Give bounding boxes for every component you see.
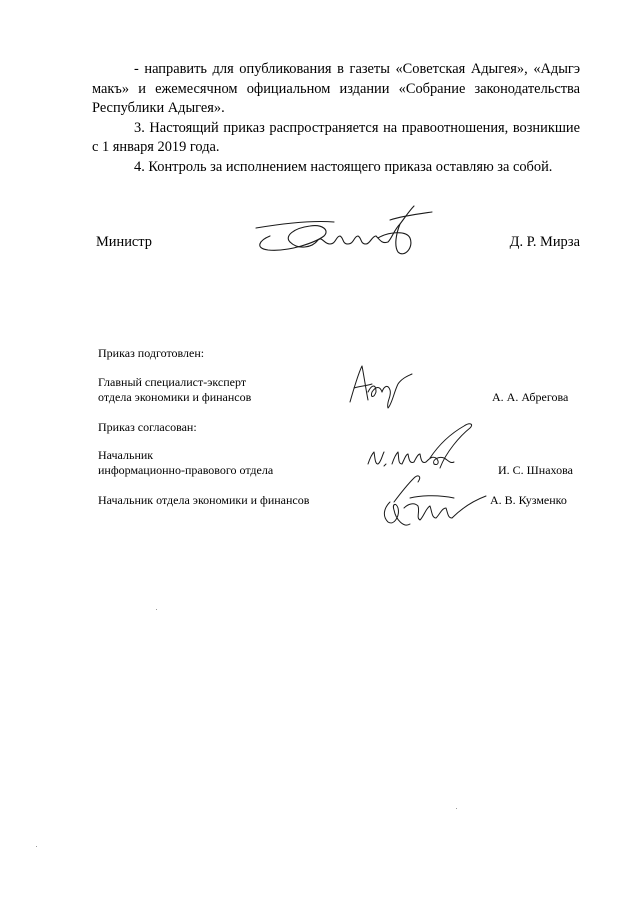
- scan-speck: [456, 808, 457, 809]
- head-legal-name: И. С. Шнахова: [498, 463, 573, 477]
- agreed-label: Приказ согласован:: [98, 420, 197, 434]
- prepared-label: Приказ подготовлен:: [98, 346, 205, 360]
- specialist-name: А. А. Абрегова: [492, 390, 569, 404]
- shnakhova-signature: [364, 418, 484, 476]
- specialist-position-line1: Главный специалист-эксперт: [98, 375, 247, 389]
- kuzmenko-signature: [374, 472, 494, 534]
- minister-signature-block: [92, 234, 580, 254]
- abregova-signature: [346, 362, 416, 412]
- minister-name: Д. Р. Мирза: [509, 234, 580, 250]
- paragraph-4: 4. Контроль за исполнением настоящего приказа оставляю за собой.: [134, 158, 553, 175]
- order-body: [92, 60, 580, 177]
- head-legal-position-line2: информационно-правового отдела: [98, 463, 274, 477]
- head-econ-name: А. В. Кузменко: [490, 493, 567, 507]
- paragraph-publication: - направить для опубликования в газеты «Советская Адыгея», «Адыгэ макъ» и ежемесячном официальном издании «Собрание законодательства Республики Адыгея».: [92, 61, 580, 116]
- scan-speck: [36, 846, 37, 847]
- scan-speck: [156, 609, 157, 610]
- specialist-position-line2: отдела экономики и финансов: [98, 390, 252, 404]
- minister-signature: [250, 198, 440, 268]
- head-legal-position-line1: Начальник: [98, 448, 154, 462]
- head-econ-position: Начальник отдела экономики и финансов: [98, 493, 310, 507]
- minister-title: Министр: [96, 234, 152, 250]
- paragraph-3: 3. Настоящий приказ распространяется на правоотношения, возникшие с 1 января 2019 года.: [92, 119, 580, 155]
